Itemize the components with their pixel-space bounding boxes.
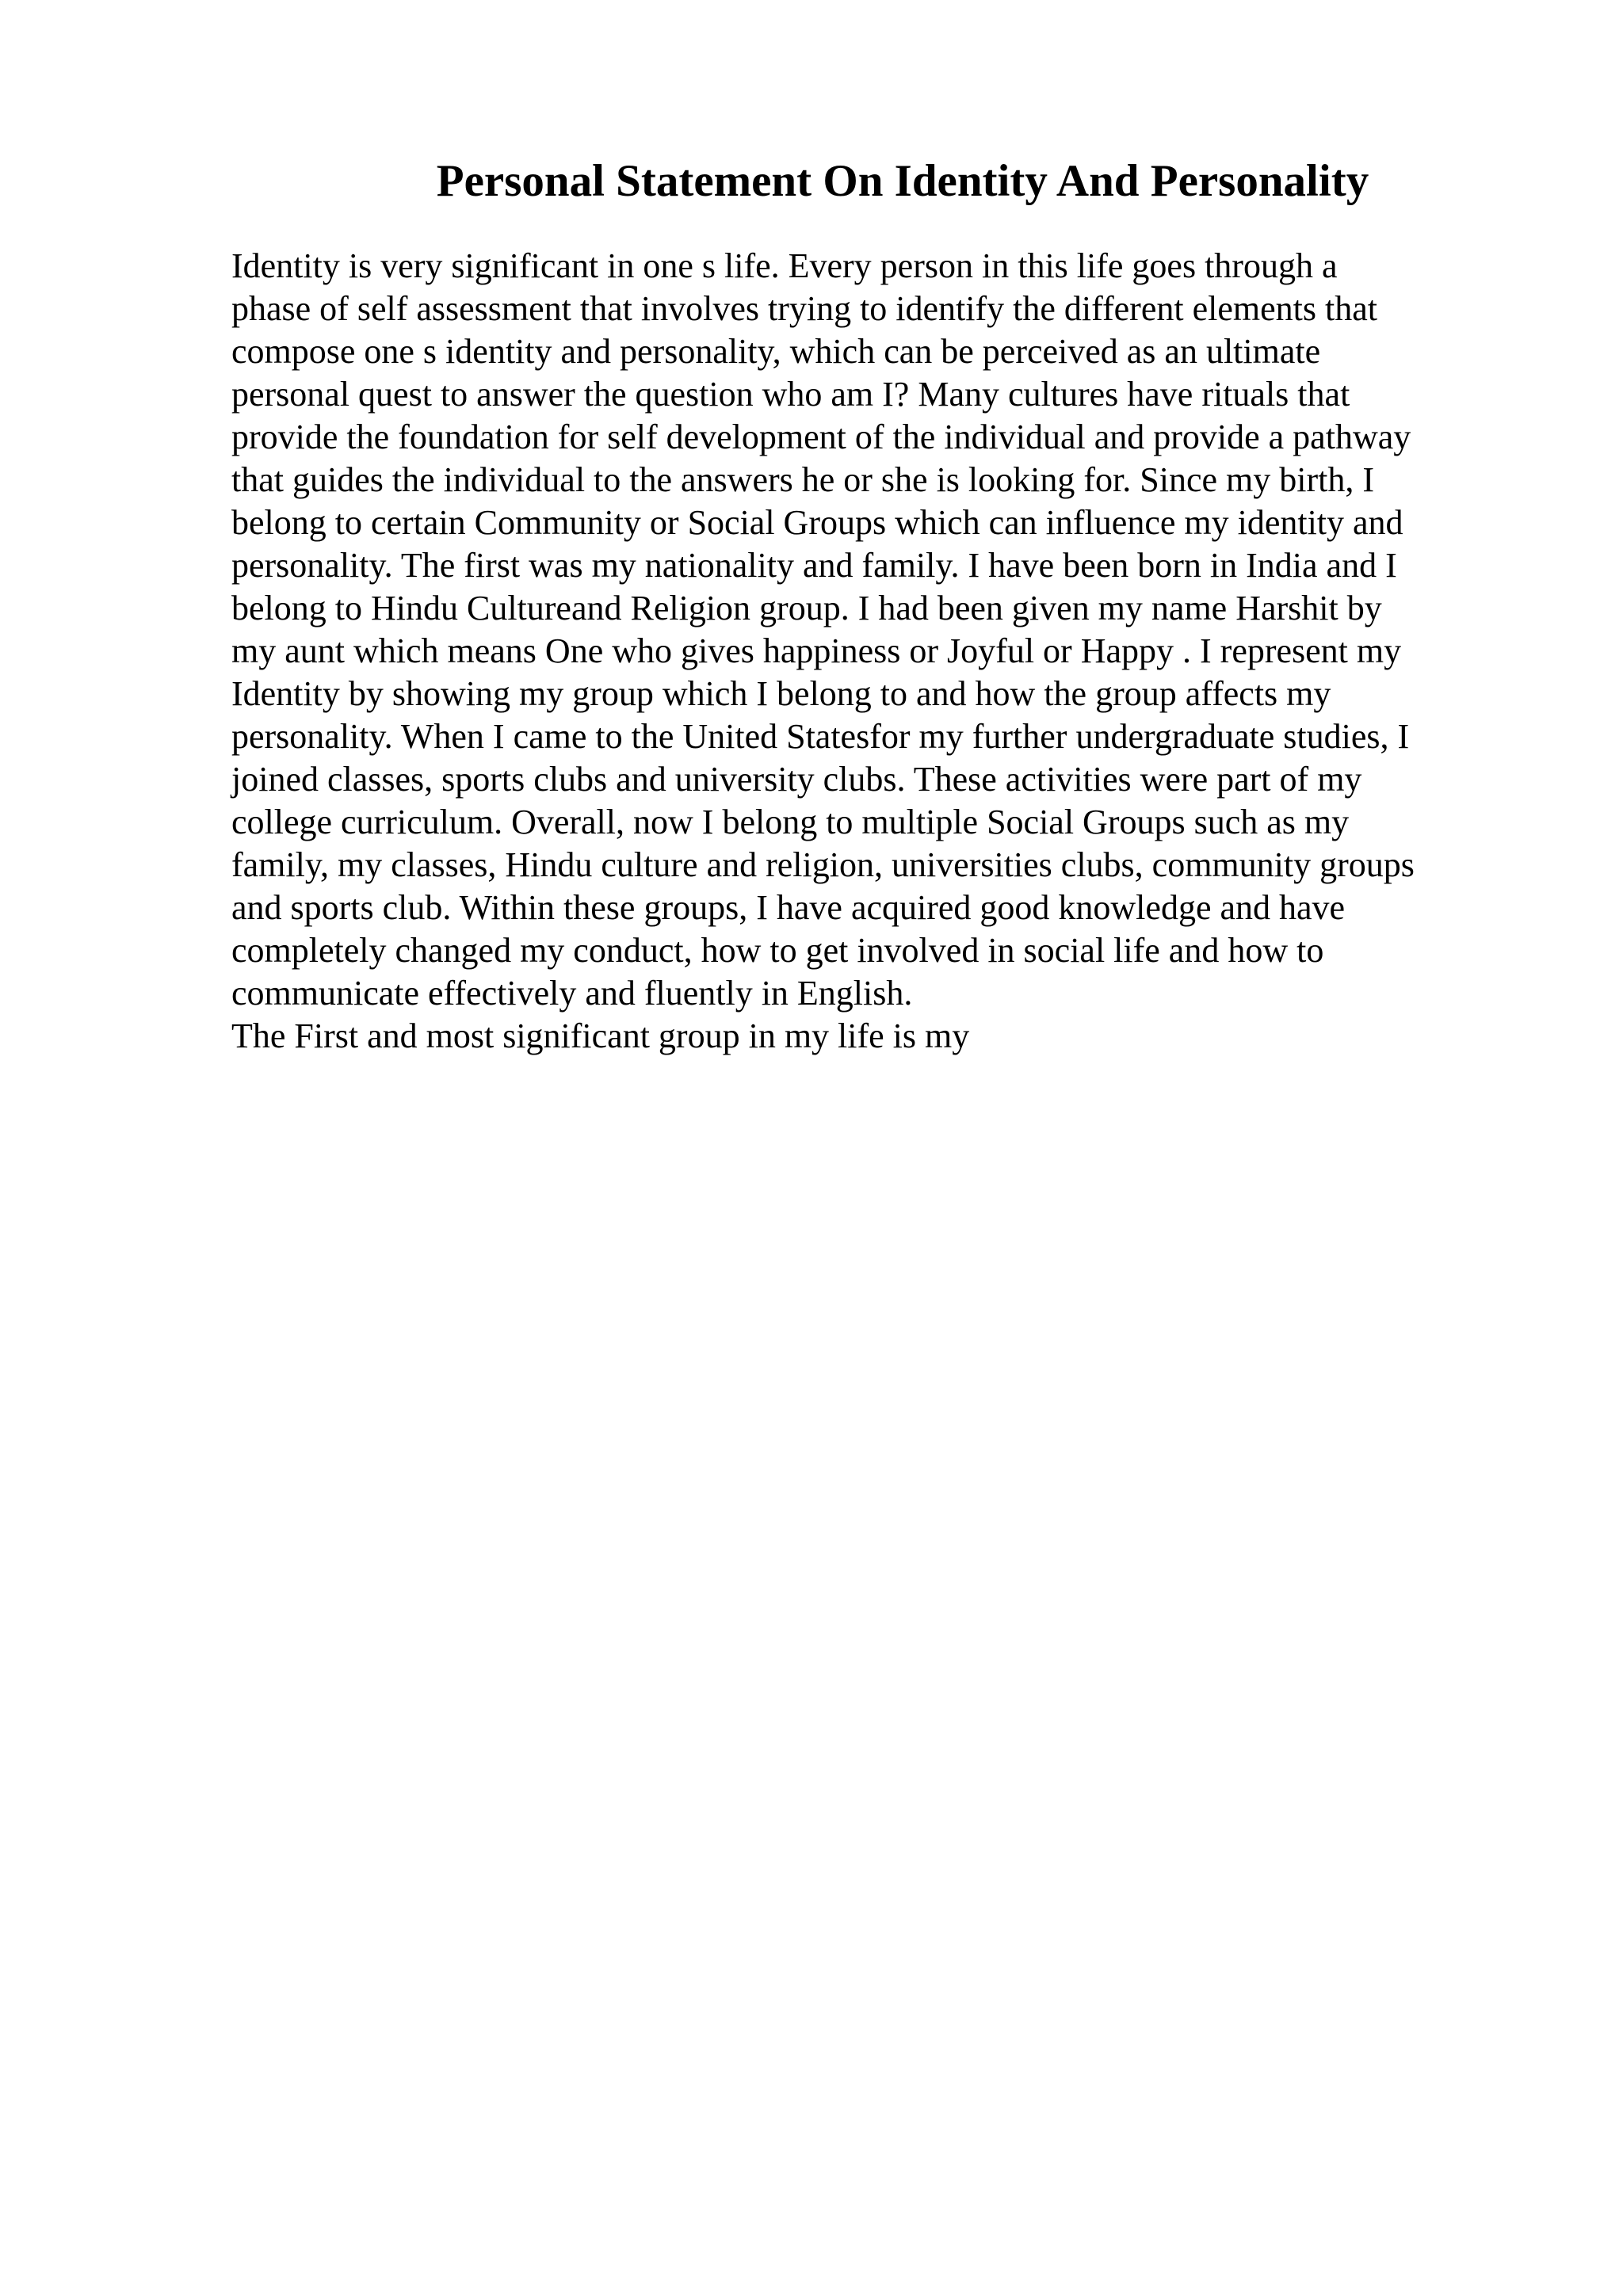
text-line: my aunt which means One who gives happiness or Joyful or Happy . I represent my [231,631,1402,670]
text-line: Identity is very significant in one s life. Every person in this life goes through a [231,246,1338,285]
text-line: compose one s identity and personality, which can be perceived as an ultimate [231,332,1321,371]
text-line: family, my classes, Hindu culture and religion, universities clubs, community groups [231,845,1415,884]
document-title: Personal Statement On Identity And Personality [436,156,1369,206]
text-line: provide the foundation for self development of the individual and provide a pathway [231,418,1411,456]
text-line: college curriculum. Overall, now I belong to multiple Social Groups such as my [231,803,1350,841]
document-body [231,245,1515,1058]
text-line: joined classes, sports clubs and university clubs. These activities were part of my [231,760,1362,799]
text-line: belong to certain Community or Social Groups which can influence my identity and [231,503,1403,542]
text-line: communicate effectively and fluently in English. [231,974,913,1013]
text-line: that guides the individual to the answers he or she is looking for. Since my birth, I [231,460,1374,499]
text-line: belong to Hindu Cultureand Religion group. I had been given my name Harshit by [231,589,1382,627]
text-line: personality. When I came to the United Statesfor my further undergraduate studies, I [231,717,1410,756]
text-line: completely changed my conduct, how to get involved in social life and how to [231,931,1324,970]
text-line: The First and most significant group in my life is my [231,1016,970,1055]
text-line: and sports club. Within these groups, I have acquired good knowledge and have [231,888,1346,927]
text-line: Identity by showing my group which I belong to and how the group affects my [231,674,1331,713]
text-line: personal quest to answer the question who am I? Many cultures have rituals that [231,375,1350,414]
text-line: phase of self assessment that involves trying to identify the different elements that [231,289,1377,328]
text-line: personality. The first was my nationality and family. I have been born in India and I [231,546,1397,585]
